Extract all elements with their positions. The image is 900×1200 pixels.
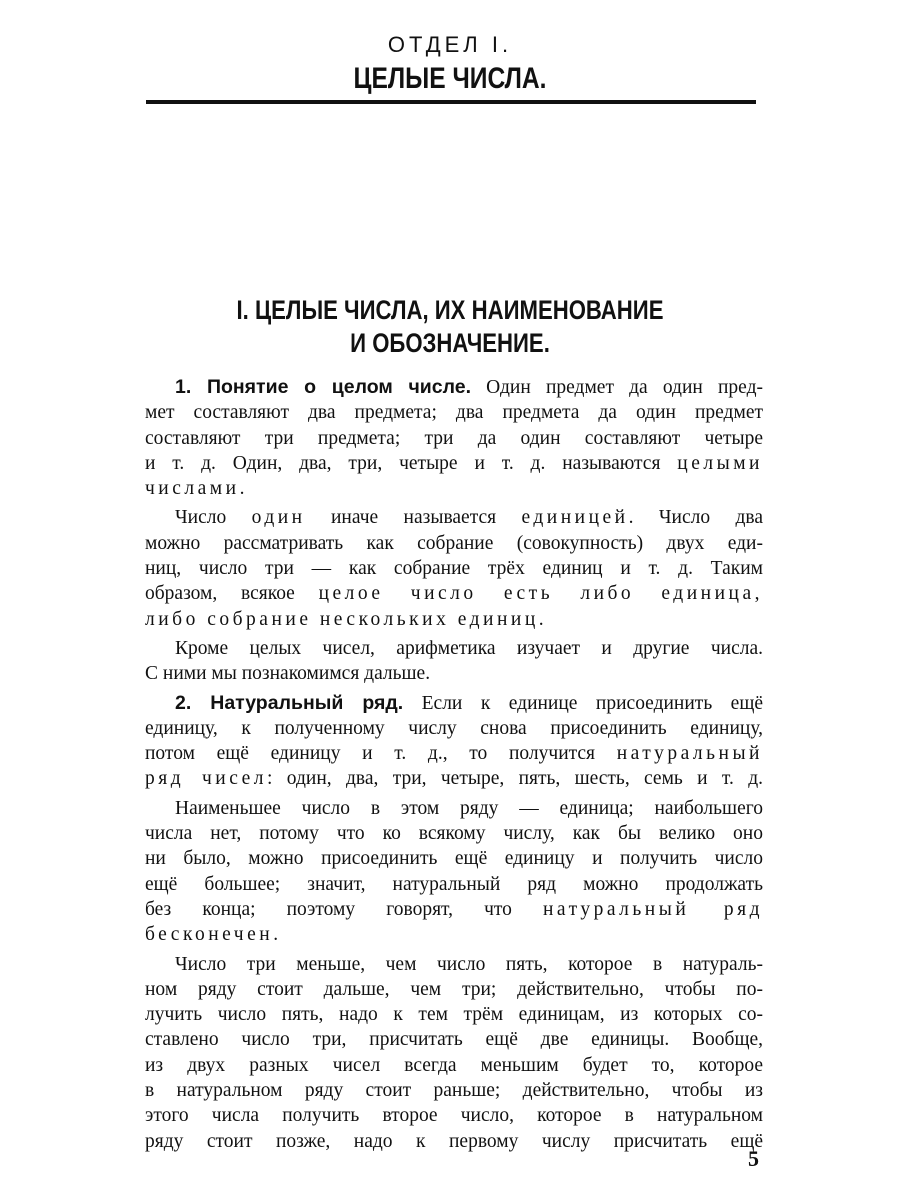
text-span: иначе называется: [305, 507, 522, 529]
text-span: образом, всякое: [145, 583, 319, 605]
paragraph-heading: 1. Понятие о целом числе.: [175, 376, 472, 398]
emphasis-text: целыми: [677, 452, 763, 474]
text-line: Число три меньше, чем число пять, которое в натураль-: [175, 953, 763, 975]
text-line: [145, 691, 763, 716]
text-line: [145, 451, 763, 476]
text-span: Число: [175, 507, 252, 529]
text-line: Кроме целых чисел, арифметика изучает и другие числа.: [175, 637, 763, 659]
chapter-title-line-1: I. ЦЕЛЫЕ ЧИСЛА, ИХ НАИМЕНОВАНИЕ: [236, 295, 664, 325]
text-line: ниц, число три — как собрание трёх единиц и т. д. Таким: [145, 558, 763, 580]
emphasis-text: числами: [145, 478, 240, 500]
emphasis-text: ряд чисел: [145, 768, 268, 790]
paragraph-5: [145, 796, 763, 948]
emphasis-text: бесконечен: [145, 924, 274, 946]
emphasis-text: целое число есть либо единица,: [318, 583, 763, 605]
text-line: [145, 897, 763, 922]
text-line: составляют три предмета; три да один составляют четыре: [145, 427, 763, 449]
text-line: в натуральном ряду стоит раньше; действительно, чтобы из: [145, 1080, 763, 1102]
emphasis-text: натуральный: [616, 743, 763, 765]
text-line: [145, 741, 763, 766]
paragraph-6: [145, 952, 763, 1154]
text-line: ставлено число три, присчитать ещё две единицы. Вообще,: [145, 1029, 763, 1051]
text-line: [145, 476, 763, 501]
emphasis-text: один: [251, 507, 306, 529]
text-line: ещё большее; значит, натуральный ряд можно продолжать: [145, 873, 763, 895]
text-line: можно рассматривать как собрание (совокупность) двух еди-: [145, 532, 763, 554]
paragraph-2: [145, 505, 763, 631]
text-line: ряду стоит позже, надо к первому числу присчитать ещё: [145, 1130, 763, 1152]
header-rule: [146, 100, 756, 104]
page-number: 5: [748, 1146, 759, 1171]
body-text: [145, 375, 763, 1154]
text-span: Если к единице присоединить ещё: [403, 692, 763, 714]
text-line: этого числа получить второе число, которое в натуральном: [145, 1105, 763, 1127]
text-line: из двух разных чисел всегда меньшим будет то, которое: [145, 1054, 763, 1076]
text-span: и т. д. Один, два, три, четыре и т. д. называются: [145, 452, 678, 474]
paragraph-4: [145, 691, 763, 792]
emphasis-text: единицей: [521, 507, 629, 529]
text-line: единицу, к полученному числу снова присоединить единицу,: [145, 717, 763, 739]
text-line: Наименьшее число в этом ряду — единица; наибольшего: [175, 797, 763, 819]
paragraph-heading: 2. Натуральный ряд.: [175, 691, 404, 714]
text-span: .: [538, 608, 544, 630]
chapter-title: [81, 294, 819, 360]
text-span: без конца; поэтому говорят, что: [145, 898, 543, 920]
text-line: [145, 505, 763, 530]
text-line: [145, 581, 763, 606]
text-line: [145, 375, 763, 400]
emphasis-text: либо собрание нескольких единиц: [145, 608, 539, 630]
paragraph-1: [145, 375, 763, 501]
text-line: лучить число пять, надо к тем трём единицам, из которых со-: [145, 1004, 763, 1026]
text-span: потом ещё единицу и т. д., то получится: [145, 743, 617, 765]
text-line: ни было, можно присоединить ещё единицу и получить число: [145, 848, 763, 870]
section-title: ЦЕЛЫЕ ЧИСЛА.: [353, 62, 547, 95]
text-line: С ними мы познакомимся дальше.: [145, 663, 431, 685]
text-span: .: [273, 924, 279, 946]
text-line: мет составляют два предмета; два предмета да один предмет: [145, 402, 763, 424]
chapter-title-line-2: И ОБОЗНАЧЕНИЕ.: [350, 328, 550, 358]
text-line: [145, 922, 763, 947]
text-line: ном ряду стоит дальше, чем три; действительно, чтобы по-: [145, 978, 763, 1000]
emphasis-text: натуральный ряд: [542, 898, 763, 920]
paragraph-3: [145, 636, 763, 687]
text-span: : один, два, три, четыре, пять, шесть, семь и т. д.: [267, 768, 763, 790]
text-line: числа нет, потому что ко всякому числу, как бы велико оно: [145, 823, 763, 845]
text-span: .: [239, 478, 245, 500]
text-line: [145, 766, 763, 791]
section-label: ОТДЕЛ I.: [387, 32, 513, 57]
text-line: [145, 607, 763, 632]
text-span: . Число два: [628, 507, 764, 529]
text-span: Один предмет да один пред-: [471, 377, 763, 398]
